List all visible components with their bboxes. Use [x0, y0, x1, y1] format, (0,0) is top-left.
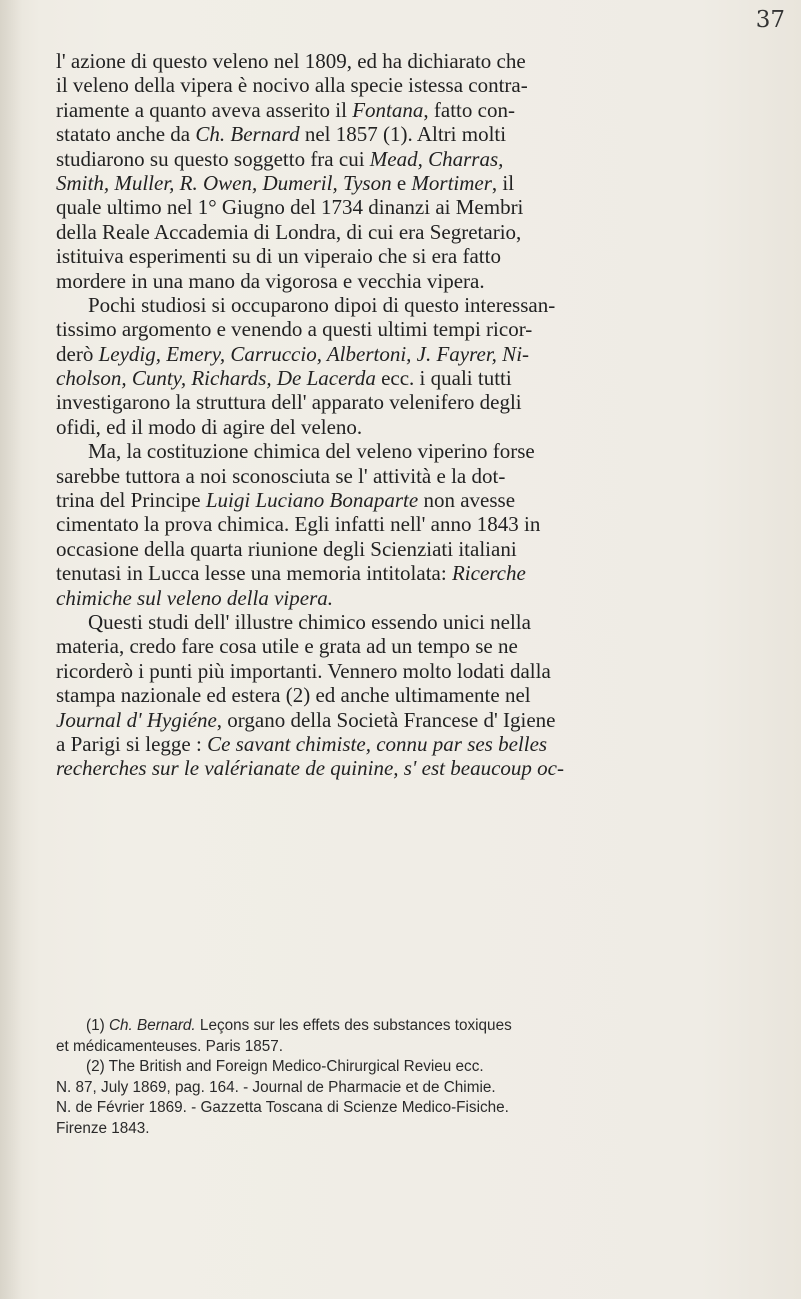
text-line: [56, 342, 786, 366]
page-gutter-shadow: [0, 0, 22, 1299]
text-line: [56, 122, 786, 146]
page-number: 37: [755, 7, 785, 33]
text-line: [56, 390, 786, 414]
text-run: et médicamenteuses. Paris 1857.: [56, 1037, 284, 1055]
text-line: [56, 220, 786, 244]
text-run: quale ultimo nel 1° Giugno del 1734 dinanzi ai Membri: [56, 195, 524, 220]
text-line: [56, 732, 786, 756]
text-line: [56, 756, 786, 780]
italic-text: chimiche sul veleno della vipera.: [56, 585, 333, 610]
body-text: [56, 49, 786, 781]
text-line: [56, 195, 786, 219]
footnote-line: [56, 1078, 788, 1099]
text-line: [56, 98, 786, 122]
text-line: [56, 73, 786, 97]
text-line: [56, 512, 786, 536]
text-run: , fatto con-: [423, 97, 515, 122]
italic-text: recherches sur le valérianate de quinine, s' est beaucoup oc-: [56, 756, 564, 781]
text-line: [56, 317, 786, 341]
text-line: [56, 537, 786, 561]
italic-text: Mead, Charras,: [369, 146, 504, 171]
text-line: [56, 683, 786, 707]
text-run: trina del Principe: [56, 488, 206, 513]
text-line: [56, 634, 786, 658]
text-run: ecc. i quali tutti: [375, 366, 512, 391]
italic-text: Ch. Bernard.: [108, 1017, 196, 1034]
text-run: , il: [491, 170, 515, 195]
text-line: [56, 49, 786, 73]
text-line: [56, 244, 786, 268]
text-run: stampa nazionale ed estera (2) ed anche ultimamente nel: [56, 683, 531, 708]
text-run: occasione della quarta riunione degli Scienziati italiani: [56, 536, 517, 561]
text-line: [56, 171, 786, 195]
text-run: e: [391, 170, 412, 195]
text-run: (2) The British and Foreign Medico-Chirurgical Revieu ecc.: [86, 1058, 484, 1076]
italic-text: Leydig, Emery, Carruccio, Albertoni, J. Fayrer, Ni-: [98, 341, 530, 366]
text-run: investigarono la struttura dell' apparato velenifero degli: [56, 390, 522, 415]
text-line: [56, 366, 786, 390]
footnote-line: [56, 1037, 788, 1058]
text-run: derò: [56, 341, 99, 366]
text-run: Questi studi dell' illustre chimico essendo unici nella: [88, 609, 531, 634]
text-line: [56, 147, 786, 171]
text-run: ricorderò i punti più importanti. Vennero molto lodati dalla: [56, 658, 551, 683]
footnote-line: [56, 1057, 788, 1078]
italic-text: Mortimer: [411, 170, 492, 195]
text-run: Pochi studiosi si occuparono dipoi di questo interessan-: [88, 292, 556, 317]
text-run: Leçons sur les effets des substances toxiques: [195, 1017, 512, 1034]
italic-text: cholson, Cunty, Richards, De Lacerda: [56, 366, 376, 391]
italic-text: Journal d' Hygiéne: [56, 707, 217, 732]
text-line: [56, 659, 786, 683]
text-run: istituiva esperimenti su di un viperaio che si era fatto: [56, 244, 501, 269]
footnote-line: [56, 1119, 788, 1140]
text-run: N. 87, July 1869, pag. 164. - Journal de Pharmacie et de Chimie.: [56, 1078, 496, 1096]
text-run: Firenze 1843.: [56, 1119, 150, 1137]
text-line: [56, 586, 786, 610]
text-run: l' azione di questo veleno nel 1809, ed ha dichiarato che: [56, 49, 526, 73]
footnote-line: [56, 1016, 788, 1037]
text-line: [56, 293, 786, 317]
text-run: Ma, la costituzione chimica del veleno viperino forse: [88, 439, 535, 464]
italic-text: Ricerche: [451, 561, 526, 586]
text-line: [56, 415, 786, 439]
text-run: tenutasi in Lucca lesse una memoria intitolata:: [56, 561, 452, 586]
text-run: riamente a quanto aveva asserito il: [56, 97, 353, 122]
italic-text: Fontana: [352, 97, 424, 122]
text-run: della Reale Accademia di Londra, di cui era Segretario,: [56, 219, 522, 244]
text-run: studiarono su questo soggetto fra cui: [56, 146, 370, 171]
text-line: [56, 269, 786, 293]
text-line: [56, 610, 786, 634]
text-run: nel 1857 (1). Altri molti: [299, 122, 507, 147]
italic-text: Ch. Bernard: [195, 122, 300, 147]
footnotes: [56, 1016, 788, 1140]
italic-text: Ce savant chimiste, connu par ses belles: [207, 731, 548, 756]
text-run: sarebbe tuttora a noi sconosciuta se l' attività e la dot-: [56, 463, 506, 488]
footnote-line: [56, 1098, 788, 1119]
text-run: N. de Février 1869. - Gazzetta Toscana di Scienze Medico-Fisiche.: [56, 1099, 509, 1117]
text-run: , organo della Società Francese d' Igiene: [216, 707, 556, 732]
text-run: tissimo argomento e venendo a questi ultimi tempi ricor-: [56, 317, 533, 342]
text-line: [56, 561, 786, 585]
italic-text: Smith, Muller, R. Owen, Dumeril, Tyson: [56, 170, 392, 195]
text-run: cimentato la prova chimica. Egli infatti nell' anno 1843 in: [56, 512, 541, 537]
text-line: [56, 708, 786, 732]
text-run: non avesse: [418, 488, 516, 513]
italic-text: Luigi Luciano Bonaparte: [205, 488, 419, 513]
text-run: mordere in una mano da vigorosa e vecchia vipera.: [56, 268, 485, 293]
text-line: [56, 464, 786, 488]
text-run: ofidi, ed il modo di agire del veleno.: [56, 414, 363, 439]
text-run: materia, credo fare cosa utile e grata ad un tempo se ne: [56, 634, 518, 659]
text-run: statato anche da: [56, 122, 196, 147]
text-run: il veleno della vipera è nocivo alla specie istessa contra-: [56, 73, 528, 98]
text-run: (1): [86, 1017, 109, 1034]
text-run: a Parigi si legge :: [56, 731, 208, 756]
text-line: [56, 439, 786, 463]
text-line: [56, 488, 786, 512]
